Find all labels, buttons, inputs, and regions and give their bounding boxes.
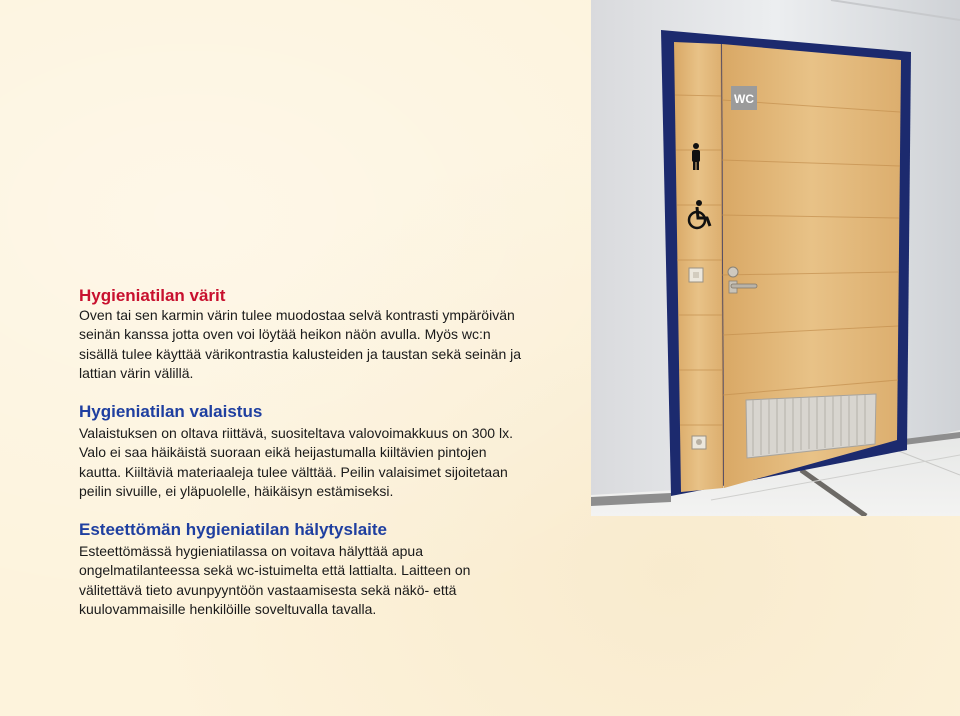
section-lighting [79,402,579,501]
paragraph-line: kautta. Kiiltäviä materiaaleja tulee välttää. Peilin valaisimet sijoitetaan [79,463,508,480]
lock-icon [728,267,738,277]
section-heading-colors: Hygieniatilan värit [79,286,226,305]
section-heading-alarm: Esteettömän hygieniatilan hälytyslaite [79,520,387,539]
section-alarm [79,520,579,619]
paragraph-line: seinän kanssa jotta oven voi löytää heikon näön avulla. Myös wc:n [79,326,491,343]
paragraph-line: Oven tai sen karmin värin tulee muodostaa selvä kontrasti ympäröivän [79,307,515,323]
section-colors [79,286,579,383]
paragraph-line: sisällä tulee käyttää värikontrastia kalusteiden ja taustan sekä seinän ja [79,345,522,362]
paragraph-line: Esteettömässä hygieniatilassa on voitava hälyttää apua [79,543,423,559]
paragraph-line: Valo ei saa häikäistä suoraan eikä heijastumalla kiiltävien pintojen [79,444,487,461]
section-paragraph-alarm [79,542,579,619]
section-paragraph-lighting [79,424,579,501]
section-heading-lighting: Hygieniatilan valaistus [79,402,263,421]
paragraph-line: Valaistuksen on oltava riittävä, suositeltava valovoimakkuus on 300 lx. [79,425,513,441]
paragraph-line: peilin sivuille, ei yläpuolelle, häikäisyn estämiseksi. [79,482,394,499]
paragraph-line: ongelmatilanteessa sekä wc-istuimelta että lattialta. Laitteen on [79,562,471,579]
paragraph-line: kuulovammaisille henkilöille soveltuvalla tavalla. [79,600,377,617]
section-paragraph-colors [79,306,579,383]
door-photo [591,0,960,516]
paragraph-line: lattian värin välillä. [79,364,194,381]
paragraph-line: välitettävä tieto avunpyyntöön vastaamisesta sekä näkö- että [79,581,457,598]
wc-sign-text: WC [734,92,754,106]
